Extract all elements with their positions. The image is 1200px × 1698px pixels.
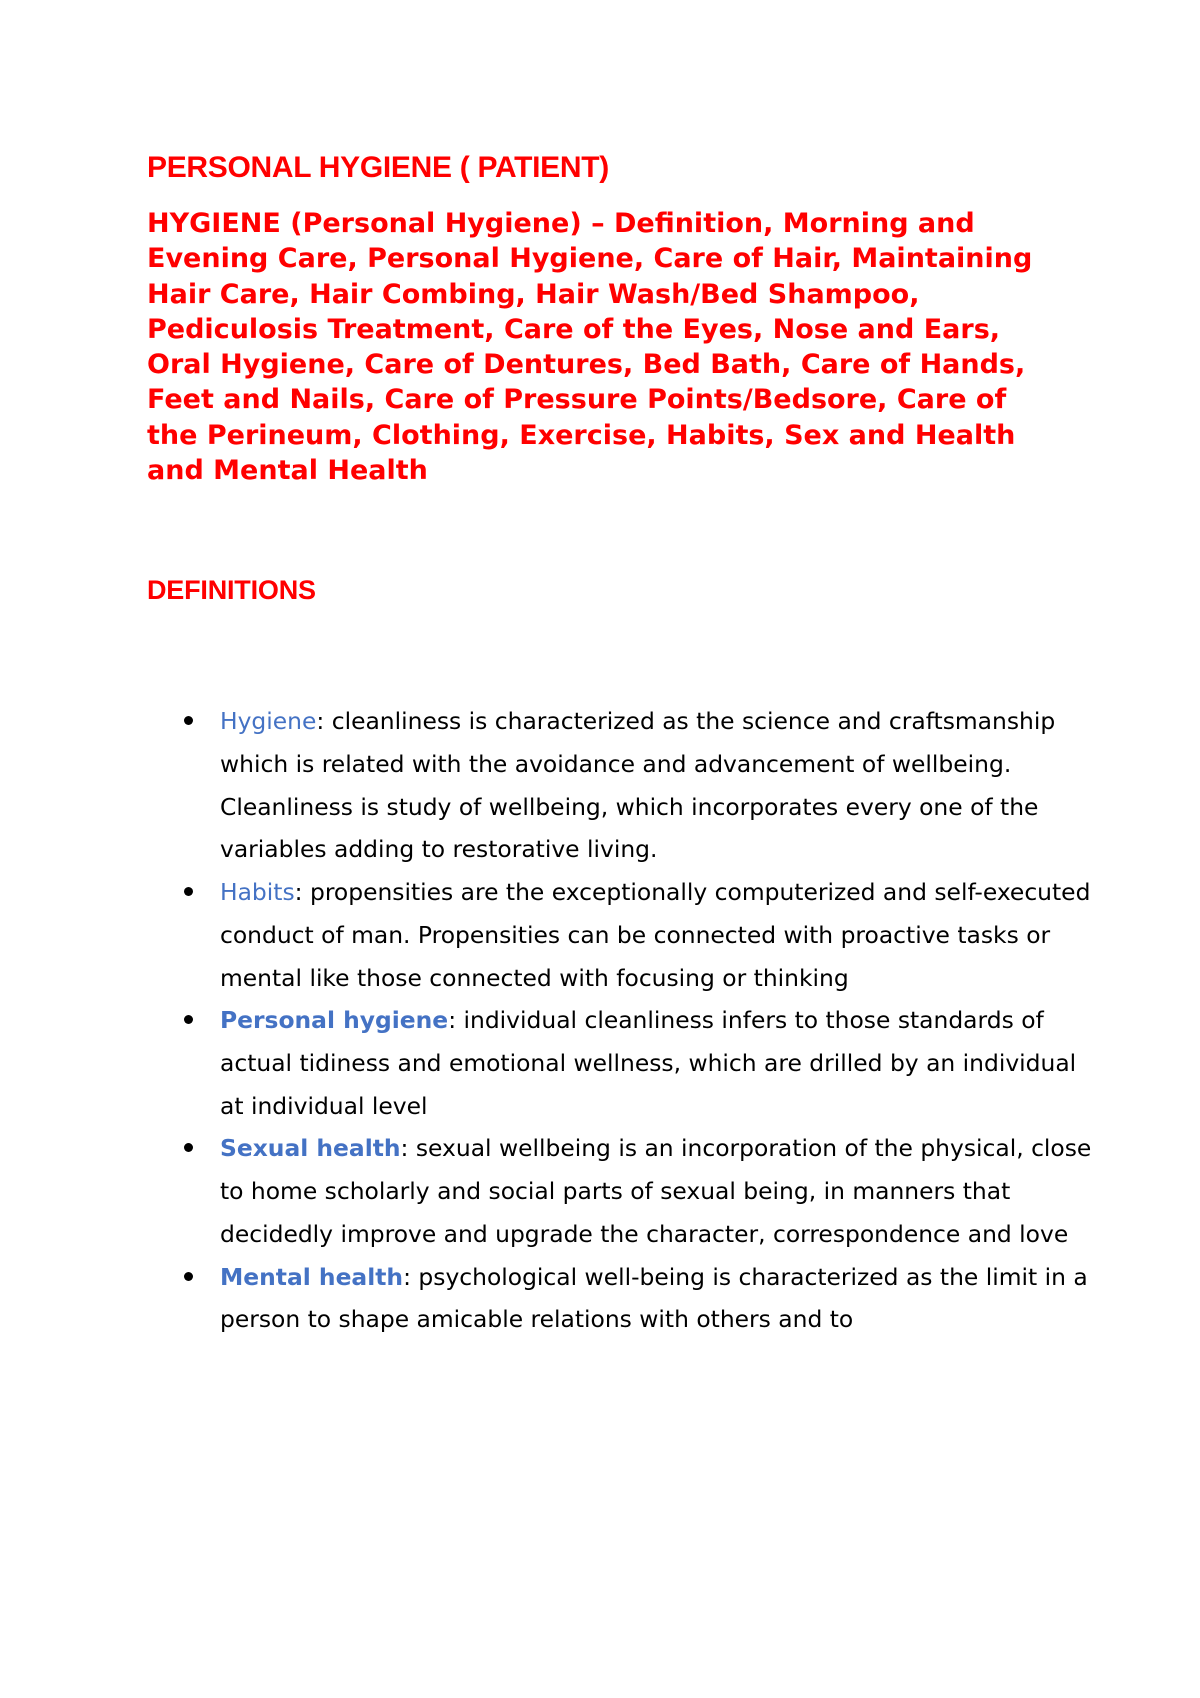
definition-text: cleanliness is characterized as the science and craftsmanship which is related with the avoidance and advancement of wellbeing. Cleanliness is study of wellbeing, which incorporates every one of the variables adding to restorative living. xyxy=(220,707,1056,864)
definitions-list xyxy=(147,700,1092,1341)
definition-text: propensities are the exceptionally computerized and self-executed conduct of man. Propensities can be connected with proactive tasks or mental like those connected with focusing or thinking xyxy=(220,878,1091,992)
definition-separator: : xyxy=(448,1006,457,1035)
definition-separator: : xyxy=(403,1262,411,1291)
bullet-icon xyxy=(184,1015,193,1024)
definition-term: Habits xyxy=(220,878,295,907)
definition-term: Personal hygiene xyxy=(220,1006,449,1035)
bullet-icon xyxy=(184,887,193,896)
definition-item-hygiene xyxy=(147,700,1100,871)
definition-text: individual cleanliness infers to those standards of actual tidiness and emotional wellness, which are drilled by an individual at individual level xyxy=(220,1006,1077,1120)
bullet-icon xyxy=(184,1143,193,1152)
definition-item-mental-health xyxy=(147,1256,1100,1341)
definition-separator: : xyxy=(316,707,325,736)
definition-text: psychological well-being is characterized as the limit in a person to shape amicable relations with others and to xyxy=(220,1262,1088,1334)
document-content xyxy=(147,150,1092,1341)
bullet-icon xyxy=(184,1272,193,1281)
definition-term: Mental health xyxy=(220,1262,404,1291)
definition-item-habits xyxy=(147,871,1100,999)
bullet-icon xyxy=(184,716,193,725)
document-title: PERSONAL HYGIENE ( PATIENT) xyxy=(147,151,609,184)
definition-term: Sexual health xyxy=(220,1134,401,1163)
definition-item-personal-hygiene xyxy=(147,999,1100,1127)
definition-term: Hygiene xyxy=(220,707,317,736)
section-heading-definitions: DEFINITIONS xyxy=(147,575,316,606)
definition-item-sexual-health xyxy=(147,1127,1100,1255)
definition-separator: : xyxy=(294,878,303,907)
document-subtitle: HYGIENE (Personal Hygiene) – Definition, Morning and Evening Care, Personal Hygiene, Care of Hair, Maintaining Hair Care, Hair Combing, Hair Wash/Bed Shampoo, Pediculosis Treatment, Care of the Eyes, Nose and Ears, Oral Hygiene, Care of Dentures, Bed Bath, Care of Hands, Feet and Nails, Care of Pressure Points/Bedsore, Care of the Perineum, Clothing, Exercise, Habits, Sex and Health and Mental Health xyxy=(147,208,1033,487)
definition-separator: : xyxy=(400,1134,409,1163)
definition-text: sexual wellbeing is an incorporation of the physical, close to home scholarly and social parts of sexual being, in manners that decidedly improve and upgrade the character, correspondence and love xyxy=(220,1134,1092,1248)
